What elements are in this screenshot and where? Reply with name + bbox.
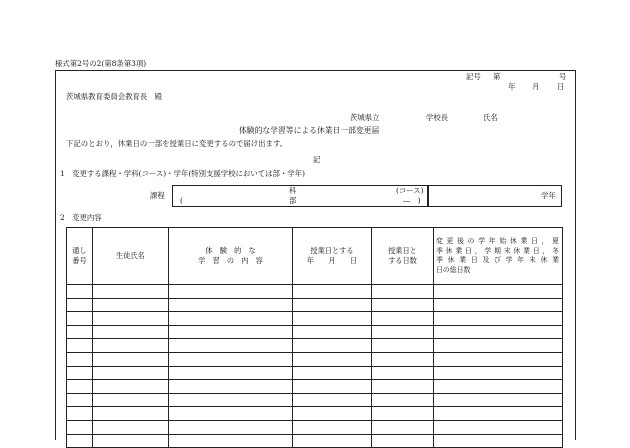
table-cell xyxy=(93,407,169,421)
date-day: 日 xyxy=(557,82,565,91)
table-cell xyxy=(67,298,93,312)
katei-label: 課程 xyxy=(150,191,165,200)
table-cell xyxy=(434,434,563,448)
table-cell xyxy=(372,434,434,448)
table-cell xyxy=(169,380,293,394)
table-cell xyxy=(293,285,372,299)
table-cell xyxy=(293,312,372,326)
table-cell xyxy=(434,312,563,326)
sender-prefix: 茨城県立 xyxy=(350,113,380,122)
table-cell xyxy=(293,352,372,366)
table-row xyxy=(67,366,563,380)
table-cell xyxy=(67,325,93,339)
table-cell xyxy=(93,325,169,339)
table-row xyxy=(67,407,563,421)
header-total-holidays: 変更後の学年始休業日，夏 季休業日，学期末休業日，冬 季休業日及び学年末休業 日の総日数 xyxy=(434,228,563,285)
table-row xyxy=(67,312,563,326)
table-cell xyxy=(434,366,563,380)
table-cell xyxy=(372,366,434,380)
table-cell xyxy=(67,312,93,326)
table-cell xyxy=(169,434,293,448)
ka-label: 科 xyxy=(289,186,297,195)
table-cell xyxy=(434,285,563,299)
sender-name: 氏名 xyxy=(483,113,498,122)
form-frame-right xyxy=(575,70,576,440)
section2-heading: 2 変更内容 xyxy=(60,213,102,222)
table-row xyxy=(67,325,563,339)
table-cell xyxy=(434,407,563,421)
table-cell xyxy=(67,366,93,380)
table-cell xyxy=(372,407,434,421)
intro-text: 下記のとおり，休業日の一部を授業日に変更するので届け出ます。 xyxy=(66,139,288,148)
table-row xyxy=(67,352,563,366)
table-cell xyxy=(434,393,563,407)
table-cell xyxy=(169,312,293,326)
form-frame-left xyxy=(55,70,56,440)
table-cell xyxy=(93,420,169,434)
table-cell xyxy=(169,285,293,299)
table-cell xyxy=(67,420,93,434)
table-cell xyxy=(93,352,169,366)
table-cell xyxy=(67,407,93,421)
table-cell xyxy=(67,352,93,366)
course-label: (コース) xyxy=(396,186,424,195)
table-cell xyxy=(293,434,372,448)
table-cell xyxy=(169,298,293,312)
table-cell xyxy=(169,407,293,421)
header-school-day-date: 授業日とする 年 月 日 xyxy=(293,228,372,285)
table-row xyxy=(67,420,563,434)
table-cell xyxy=(434,420,563,434)
header-serial-number: 通し 番号 xyxy=(67,228,93,285)
table-cell xyxy=(372,380,434,394)
table-cell xyxy=(293,366,372,380)
table-cell xyxy=(93,339,169,353)
table-cell xyxy=(169,325,293,339)
table-cell xyxy=(293,380,372,394)
table-cell xyxy=(67,393,93,407)
table-cell xyxy=(93,312,169,326)
table-cell xyxy=(293,393,372,407)
paren-open: ( xyxy=(180,196,183,205)
table-cell xyxy=(434,325,563,339)
record-go: 号 xyxy=(559,72,567,81)
table-cell xyxy=(293,298,372,312)
change-table xyxy=(66,227,563,448)
target-box-left xyxy=(172,185,428,207)
table-cell xyxy=(93,366,169,380)
table-cell xyxy=(169,393,293,407)
table-cell xyxy=(93,434,169,448)
table-cell xyxy=(169,366,293,380)
table-row xyxy=(67,298,563,312)
table-cell xyxy=(372,420,434,434)
table-cell xyxy=(293,325,372,339)
table-cell xyxy=(372,339,434,353)
table-cell xyxy=(293,420,372,434)
table-row xyxy=(67,339,563,353)
table-row xyxy=(67,285,563,299)
header-learning-content: 体 験 的 な 学 習 の 内 容 xyxy=(169,228,293,285)
table-cell xyxy=(67,434,93,448)
header-school-day-count: 授業日と する日数 xyxy=(372,228,434,285)
header-student-name: 生徒氏名 xyxy=(93,228,169,285)
table-cell xyxy=(169,339,293,353)
table-cell xyxy=(169,420,293,434)
document-title: 体験的な学習等による休業日一部変更届 xyxy=(239,126,380,135)
table-cell xyxy=(434,298,563,312)
table-cell xyxy=(93,285,169,299)
record-dai: 第 xyxy=(493,72,501,81)
bu-label: 部 xyxy=(289,196,297,205)
table-cell xyxy=(93,393,169,407)
table-cell xyxy=(434,352,563,366)
addressee: 茨城県教育委員会教育長 殿 xyxy=(66,92,163,101)
table-cell xyxy=(372,312,434,326)
table-cell xyxy=(293,407,372,421)
table-cell xyxy=(434,380,563,394)
table-cell xyxy=(372,352,434,366)
date-month: 月 xyxy=(532,82,540,91)
table-cell xyxy=(67,380,93,394)
table-cell xyxy=(67,339,93,353)
table-cell xyxy=(67,285,93,299)
table-row xyxy=(67,434,563,448)
table-cell xyxy=(372,393,434,407)
table-cell xyxy=(93,380,169,394)
table-cell xyxy=(372,325,434,339)
table-cell xyxy=(293,339,372,353)
gakunen-label: 学年 xyxy=(541,191,556,200)
form-frame-top xyxy=(55,70,575,71)
table-cell xyxy=(93,298,169,312)
date-year: 年 xyxy=(508,82,516,91)
table-row xyxy=(67,380,563,394)
table-row xyxy=(67,393,563,407)
form-label: 様式第2号の2(第8条第3項) xyxy=(55,59,147,68)
section1-heading: 1 変更する課程・学科(コース)・学年(特別支援学校においては部・学年) xyxy=(60,169,305,178)
table-cell xyxy=(434,339,563,353)
record-label: 記号 xyxy=(466,72,481,81)
table-header-row xyxy=(67,228,563,285)
table-cell xyxy=(372,298,434,312)
sender-principal: 学校長 xyxy=(426,113,449,122)
table-cell xyxy=(169,352,293,366)
dash-close: ― ) xyxy=(403,196,421,205)
ki-label: 記 xyxy=(313,155,321,164)
table-cell xyxy=(372,285,434,299)
